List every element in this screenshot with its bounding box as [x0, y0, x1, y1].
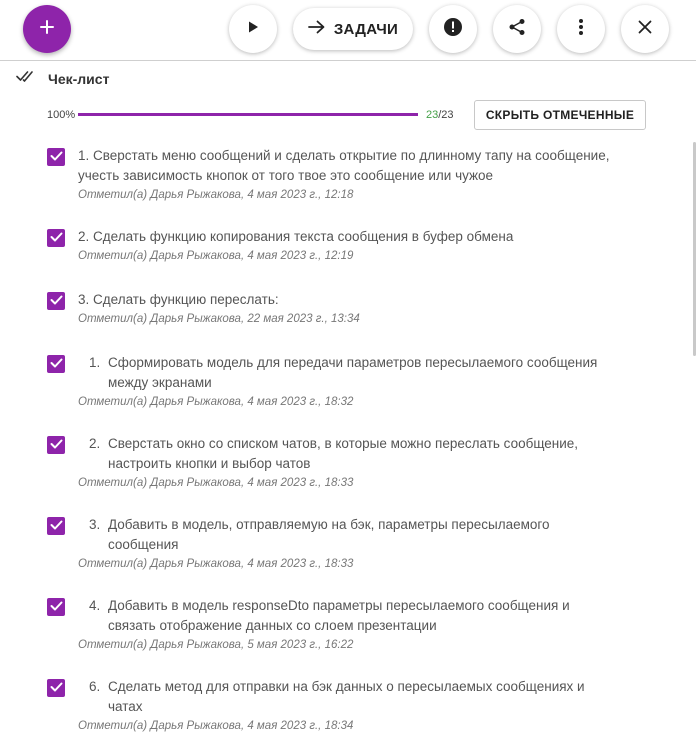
item-checked-by: Отметил(а) Дарья Рыжакова, 5 мая 2023 г., 16:22 — [78, 639, 354, 651]
check-icon — [50, 679, 63, 697]
progress-bar — [78, 113, 418, 116]
item-text: 2. Сделать функцию копирования текста сообщения в буфер обмена — [78, 229, 514, 244]
progress-count — [426, 109, 454, 121]
more-button[interactable] — [557, 5, 605, 53]
progress-bar-fill — [78, 113, 418, 116]
toolbar — [0, 0, 696, 60]
item-number: 3. — [89, 517, 101, 532]
check-icon — [50, 517, 63, 535]
checkbox[interactable] — [47, 436, 65, 454]
item-checked-by: Отметил(а) Дарья Рыжакова, 4 мая 2023 г., 18:32 — [78, 396, 354, 408]
checkbox[interactable] — [47, 679, 65, 697]
share-button[interactable] — [493, 5, 541, 53]
play-icon — [246, 20, 260, 39]
checkbox[interactable] — [47, 292, 65, 310]
share-icon — [508, 18, 526, 41]
check-icon — [50, 292, 63, 310]
item-checked-by: Отметил(а) Дарья Рыжакова, 4 мая 2023 г., 12:18 — [78, 189, 354, 201]
item-text: 3. Сделать функцию переслать: — [78, 292, 279, 307]
plus-icon — [39, 19, 55, 40]
check-icon — [50, 355, 63, 373]
item-number: 6. — [89, 679, 101, 694]
item-text: Добавить в модель, отправляемую на бэк, параметры пересылаемого сообщения — [108, 517, 550, 552]
item-number: 1. — [89, 355, 101, 370]
alert-icon — [443, 17, 463, 42]
tasks-button-label: ЗАДАЧИ — [333, 20, 399, 38]
checkbox[interactable] — [47, 598, 65, 616]
check-icon — [50, 148, 63, 166]
progress-done-count: 23 — [426, 109, 439, 121]
item-text: Сформировать модель для передачи параметров пересылаемого сообщения между экранами — [108, 355, 598, 390]
arrow-right-icon — [308, 20, 326, 38]
item-number: 2. — [89, 436, 101, 451]
checklist-header — [16, 69, 109, 88]
item-checked-by: Отметил(а) Дарья Рыжакова, 4 мая 2023 г., 18:33 — [78, 558, 354, 570]
check-icon — [50, 436, 63, 454]
add-button[interactable] — [23, 5, 71, 53]
item-text: 1. Сверстать меню сообщений и сделать открытие по длинному тапу на сообщение, учесть зависимость кнопок от того твое это сообщение или чужое — [78, 148, 610, 183]
play-button[interactable] — [229, 5, 277, 53]
item-text: Сверстать окно со списком чатов, в которые можно переслать сообщение, настроить кнопки и выбор чатов — [108, 436, 579, 471]
progress-total-count: /23 — [438, 109, 454, 121]
close-icon — [638, 20, 652, 39]
check-icon — [50, 229, 63, 247]
checkbox[interactable] — [47, 517, 65, 535]
item-checked-by: Отметил(а) Дарья Рыжакова, 4 мая 2023 г., 12:19 — [78, 250, 354, 262]
checklist-title: Чек-лист — [48, 70, 110, 87]
checkbox[interactable] — [47, 148, 65, 166]
double-check-icon — [16, 69, 36, 88]
item-checked-by: Отметил(а) Дарья Рыжакова, 22 мая 2023 г., 13:34 — [78, 313, 360, 325]
item-checked-by: Отметил(а) Дарья Рыжакова, 4 мая 2023 г., 18:33 — [78, 477, 354, 489]
item-number: 4. — [89, 598, 101, 613]
item-text: Добавить в модель responseDto параметры пересылаемого сообщения и связать отображение данных со слоем презентации — [108, 598, 570, 633]
hide-checked-button[interactable]: СКРЫТЬ ОТМЕЧЕННЫЕ — [474, 100, 646, 130]
checkbox[interactable] — [47, 355, 65, 373]
item-text: Сделать метод для отправки на бэк данных о пересылаемых сообщениях и чатах — [108, 679, 585, 714]
item-checked-by: Отметил(а) Дарья Рыжакова, 4 мая 2023 г., 18:34 — [78, 720, 354, 732]
toolbar-divider — [0, 60, 696, 61]
progress-percent: 100% — [47, 109, 76, 121]
check-icon — [50, 598, 63, 616]
tasks-button[interactable] — [293, 8, 413, 50]
more-vert-icon — [578, 18, 584, 41]
checkbox[interactable] — [47, 229, 65, 247]
alert-button[interactable] — [429, 5, 477, 53]
close-button[interactable] — [621, 5, 669, 53]
